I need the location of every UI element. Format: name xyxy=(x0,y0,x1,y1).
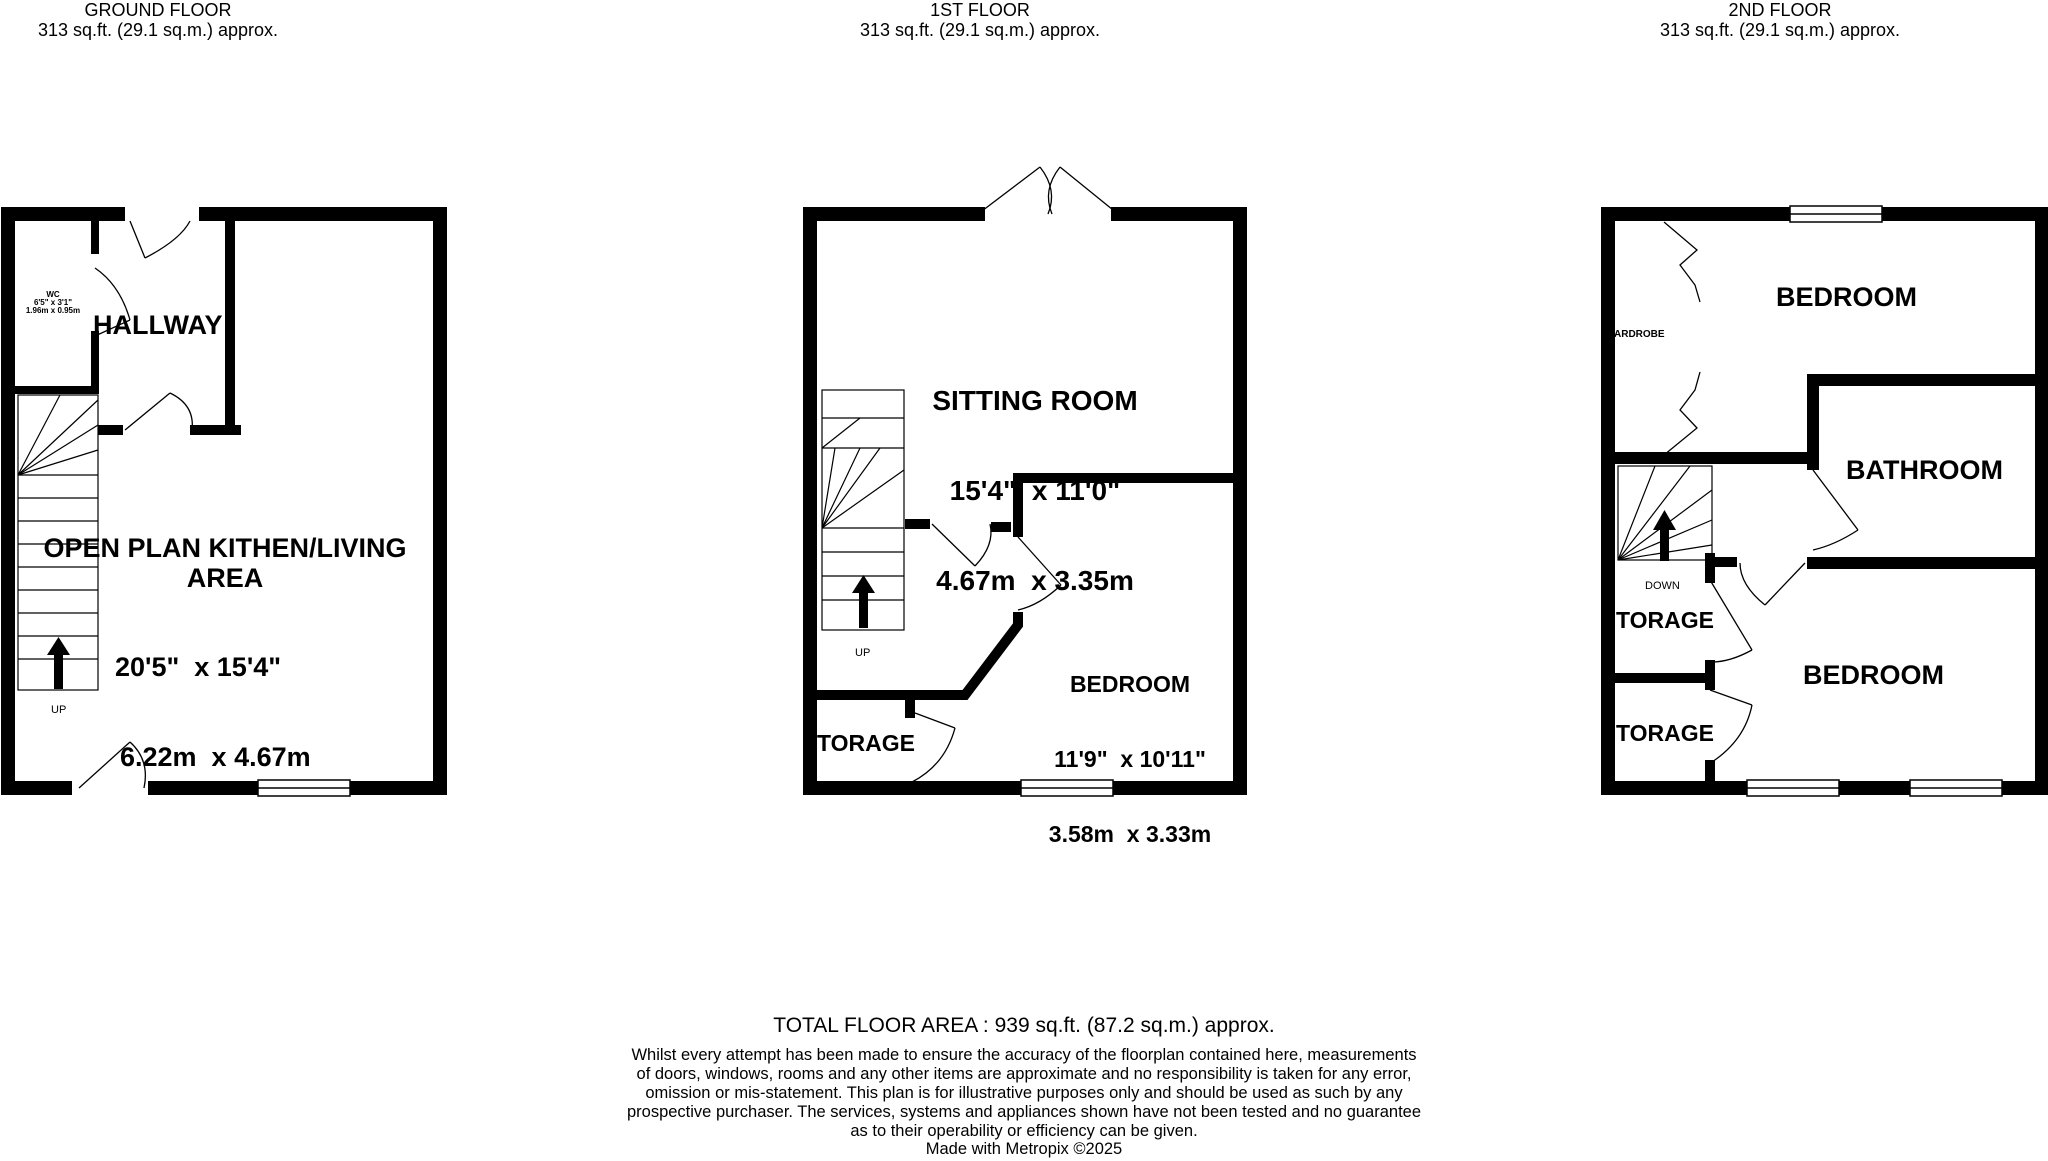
wardrobe-door-icon xyxy=(1664,222,1700,455)
storage-door-icon xyxy=(912,713,955,782)
total-floor-area: TOTAL FLOOR AREA : 939 sq.ft. (87.2 sq.m.) approx. xyxy=(773,1014,1275,1037)
living-area-dimensions: 20'5" x 15'4" 6.22m x 4.67m xyxy=(115,652,311,772)
window-icon xyxy=(1747,780,1839,796)
second-storage1-label: TORAGE xyxy=(1616,607,1714,633)
stairs-up-label: UP xyxy=(51,704,67,716)
floor-area: 313 sq.ft. (29.1 sq.m.) approx. xyxy=(859,20,1101,40)
wardrobe-label: ARDROBE xyxy=(1614,329,1665,340)
window-icon xyxy=(1910,780,2002,796)
floor-area: 313 sq.ft. (29.1 sq.m.) approx. xyxy=(1659,20,1901,40)
stairs-down-label: DOWN xyxy=(1645,580,1680,592)
bathroom-label: BATHROOM xyxy=(1846,455,2003,485)
living-area-label: OPEN PLAN KITHEN/LIVING AREA xyxy=(43,533,407,593)
floor-name: 2ND FLOOR xyxy=(1728,0,1832,20)
storage2-door-icon xyxy=(1710,690,1752,762)
living-door-icon xyxy=(125,393,192,430)
first-storage-label: TORAGE xyxy=(817,730,915,756)
window-icon xyxy=(1790,206,1882,222)
storage1-door-icon xyxy=(1710,580,1752,662)
first-bedroom-label: BEDROOM 11'9" x 10'11" 3.58m x 3.33m xyxy=(1048,671,1212,847)
stairs-up-label: UP xyxy=(855,647,871,659)
bedroom-angled-wall xyxy=(816,617,1018,695)
hallway-label: HALLWAY xyxy=(93,310,223,340)
up-arrow-icon xyxy=(852,575,875,628)
floor-name: 1ST FLOOR xyxy=(930,0,1030,20)
bathroom-wall xyxy=(1813,380,2042,464)
hall-door-icon xyxy=(130,221,190,258)
floor-name: GROUND FLOOR xyxy=(84,0,232,20)
credit: Made with Metropix ©2025 xyxy=(925,1140,1123,1158)
floor-area: 313 sq.ft. (29.1 sq.m.) approx. xyxy=(37,20,279,40)
wc-label: WC 6'5" x 3'1" 1.96m x 0.95m xyxy=(25,290,81,315)
french-doors-icon xyxy=(978,167,1118,214)
second-bedroom2-label: BEDROOM xyxy=(1803,660,1944,690)
up-arrow-icon xyxy=(47,637,70,689)
second-bedroom1-label: BEDROOM xyxy=(1776,282,1917,312)
disclaimer: Whilst every attempt has been made to ensure the accuracy of the floorplan contained here, measurements of doors, windows, rooms and any other items are approximate and no responsibility is taken for any error, omission or mis-statement. This plan is for illustrative purposes only and should be used as such by any prospective purchaser. The services, systems and appliances shown have not been tested and no guarantee as to their operability or efficiency can be given. xyxy=(626,1046,1422,1140)
sitting-room-label: SITTING ROOM 15'4" x 11'0" 4.67m x 3.35m xyxy=(932,385,1138,596)
bedroom2-door-icon xyxy=(1740,563,1805,605)
second-storage2-label: TORAGE xyxy=(1616,720,1714,746)
